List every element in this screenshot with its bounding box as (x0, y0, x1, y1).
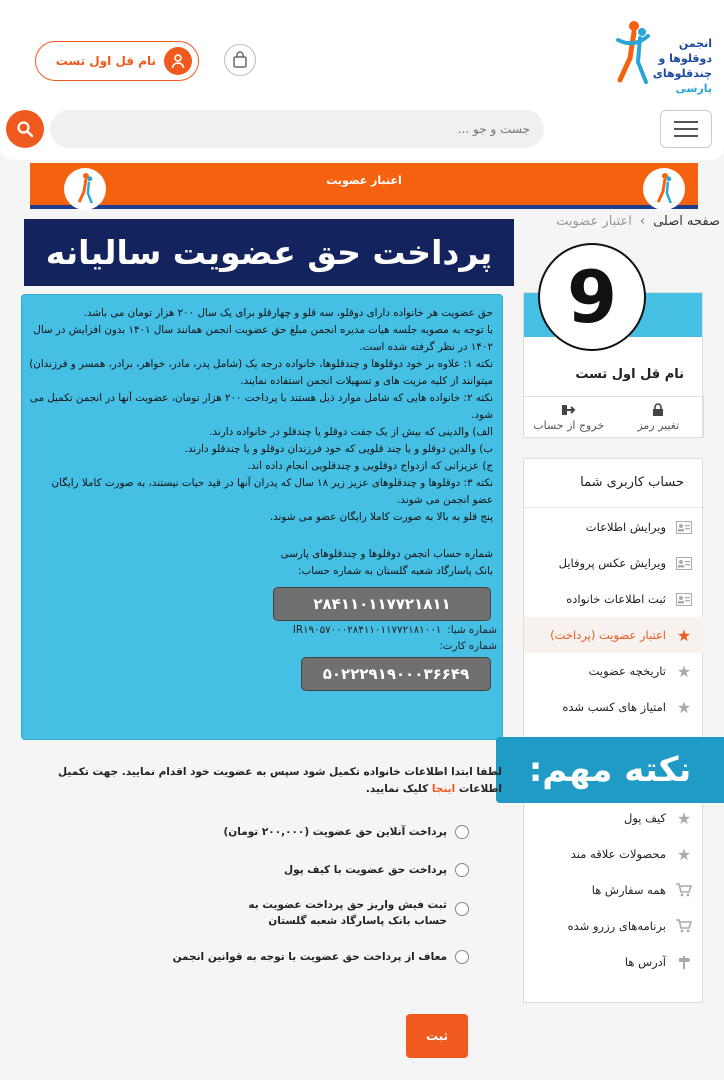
payment-option-exempt[interactable] (173, 949, 469, 965)
info-line: با توجه به مصوبه جلسه هیات مدیره انجمن مبلغ حق عضویت انجمن همانند سال ۱۴۰۱ بدون افزایش در سال ۱۴۰۲ در نظر گرفته شده است. (33, 324, 493, 353)
user-name-label: نام قل اول تست (55, 54, 156, 68)
logout-button[interactable] (524, 397, 614, 438)
menu-item-label: امتیاز های کسب شده (562, 700, 666, 714)
menu-item-points[interactable] (524, 689, 704, 725)
menu-item-wallet[interactable] (524, 800, 704, 836)
twins-logo-icon (649, 172, 679, 206)
site-header (0, 0, 724, 160)
sheba-value[interactable]: IR۱۹۰۵۷۰۰۰۲۸۴۱۱۰۱۱۷۷۲۱۸۱۰۰۱ (292, 624, 442, 636)
menu-item-orders[interactable] (524, 872, 704, 908)
menu-item-addresses[interactable] (524, 944, 704, 980)
page-title: پرداخت حق عضویت سالیانه (24, 219, 514, 286)
menu-item-label: ثبت اطلاعات خانواده (566, 592, 666, 606)
banner-logo-right (643, 168, 685, 210)
hamburger-menu-button[interactable] (660, 110, 712, 148)
option-label: معاف از پرداخت حق عضویت با توجه به قوانین انجمن (172, 951, 447, 963)
search-icon (16, 120, 34, 138)
sign-out-icon (562, 404, 576, 416)
instructions-link[interactable]: اینجا (431, 783, 456, 795)
info-line: ج) عزیزانی که ازدواج دوقلویی و چندقلویی انجام داده اند. (247, 460, 493, 472)
menu-item-label: ویرایش عکس پروفایل (558, 556, 666, 570)
sheba-row (293, 624, 497, 636)
radio-button[interactable] (455, 863, 469, 877)
menu-item-membership-history[interactable] (524, 653, 704, 689)
instructions-before: لطفا ابتدا اطلاعات خانواده تکمیل شود سپس به عضویت خود اقدام نمایید. جهت تکمیل اطلاعات (58, 766, 502, 795)
cart-icon (676, 882, 692, 898)
radio-button[interactable] (455, 825, 469, 839)
menu-item-favorites[interactable] (524, 836, 704, 872)
profile-avatar-number[interactable]: 9 (538, 243, 646, 351)
page-banner (30, 163, 698, 209)
radio-button[interactable] (455, 950, 469, 964)
banner-label: اعتبار عضویت (326, 174, 402, 187)
menu-item-reservations[interactable] (524, 908, 704, 944)
breadcrumb-home[interactable]: صفحه اصلی (653, 214, 720, 229)
option-label: ثبت فیش واریز حق پرداخت عضویت به حساب بانک پاسارگاد شعبه گلستان (248, 899, 447, 927)
menu-item-label: اعتبار عضویت (پرداخت) (550, 628, 666, 642)
star-icon: ★ (676, 697, 692, 717)
option-label: پرداخت آنلاین حق عضویت (۲۰۰,۰۰۰ تومان) (223, 826, 447, 838)
breadcrumb (556, 214, 720, 229)
menu-item-label: برنامه‌های رزرو شده (567, 919, 666, 933)
id-card-icon (676, 519, 692, 535)
option-label: پرداخت حق عضویت با کیف پول (283, 864, 447, 876)
star-icon: ★ (676, 625, 692, 645)
info-line: نکته ۲: خانواده هایی که شامل موارد ذیل هستند با پرداخت ۲۰۰ هزار تومان، عضویت آنها در انجمن تکمیل می شود. (29, 392, 493, 421)
cart-button[interactable] (224, 44, 256, 76)
cart-icon (676, 918, 692, 934)
sheba-label: شماره شبا: (447, 624, 497, 636)
account-menu (523, 458, 703, 1003)
menu-item-label: ویرایش اطلاعات (585, 520, 666, 534)
change-password-button[interactable] (614, 397, 705, 438)
lock-icon (652, 403, 664, 416)
logo-text (642, 36, 712, 96)
star-icon: ★ (676, 844, 692, 864)
menu-item-label: همه سفارش ها (591, 883, 666, 897)
star-icon: ★ (676, 808, 692, 828)
menu-item-label: آدرس ها (624, 955, 666, 969)
info-line: ب) والدین دوقلو و یا چند قلویی که خود فرزندان دوقلو و یا چندقلو دارند. (184, 443, 493, 455)
payment-option-wallet[interactable] (284, 862, 469, 878)
info-line: الف) والدینی که بیش از یک جفت دوقلو یا چندقلو در خانواده دارند. (209, 426, 493, 438)
banner-logo-left (64, 168, 106, 210)
logo-text-line: انجمن (678, 37, 712, 50)
instructions-text (20, 764, 502, 798)
logout-label: خروج از حساب (533, 418, 605, 432)
submit-button[interactable]: ثبت (406, 1014, 468, 1058)
logo-text-line: دوقلوها و (658, 52, 712, 65)
card-number-box[interactable]: ۵۰۲۲۲۹۱۹۰۰۰۳۶۶۴۹ (301, 657, 491, 691)
id-card-icon (676, 591, 692, 607)
search-button[interactable] (6, 110, 44, 148)
user-account-button[interactable] (35, 41, 199, 81)
important-note-label: نکته مهم: (496, 737, 724, 803)
account-number-box[interactable]: ۲۸۴۱۱۰۱۱۷۷۲۱۸۱۱ (273, 587, 491, 621)
account-holder-text: شماره حساب انجمن دوقلوها و چندقلوهای پارسی (280, 548, 493, 560)
info-line: حق عضویت هر خانواده دارای دوقلو، سه قلو و چهارقلو برای یک سال ۲۰۰ هزار تومان می باشد. (83, 307, 493, 319)
menu-item-label: تاریخچه عضویت (588, 664, 666, 678)
instructions-after: کلیک نمایید. (365, 783, 429, 795)
signpost-icon (676, 954, 692, 970)
menu-item-membership-payment[interactable] (524, 617, 704, 653)
site-logo[interactable] (612, 14, 712, 100)
user-icon (164, 47, 192, 75)
hamburger-icon (674, 121, 698, 123)
info-line: نکته ۱: علاوه بر خود دوقلوها و چندقلوها، خانواده درجه یک (شامل پدر، مادر، خواهر، برادر، همسر و فرزندان) میتوانند از کلیه مزیت های و تسهیلات انجمن استفاده نمایند. (29, 358, 493, 387)
menu-item-label: کیف پول (623, 811, 666, 825)
profile-name: نام قل اول تست (575, 367, 684, 382)
payment-option-receipt[interactable] (229, 897, 469, 929)
menu-item-edit-photo[interactable] (524, 545, 704, 581)
card-label: شماره کارت: (439, 640, 497, 652)
profile-actions (524, 396, 704, 438)
twins-logo-icon (70, 172, 100, 206)
logo-text-line: پارسی (675, 82, 712, 95)
shopping-bag-icon (231, 51, 249, 69)
info-line: پنج قلو به بالا به صورت کاملا رایگان عضو می شوند. (269, 511, 493, 523)
bank-line-text: بانک پاسارگاد شعبه گلستان به شماره حساب: (298, 565, 493, 577)
change-password-label: تغییر رمز (637, 419, 680, 432)
account-menu-title: حساب کاربری شما (580, 475, 684, 490)
info-line: نکته ۳: دوقلوها و چندقلوهای عزیز زیر ۱۸ سال که پدران آنها در قید حیات نیستند، به صورت کاملا رایگان عضو انجمن می شوند. (51, 477, 493, 506)
id-card-icon (676, 555, 692, 571)
radio-button[interactable] (455, 902, 469, 916)
chevron-left-icon: › (639, 214, 646, 229)
star-icon: ★ (676, 661, 692, 681)
menu-item-label: محصولات علاقه مند (570, 847, 666, 861)
payment-option-online[interactable] (223, 824, 469, 840)
menu-item-edit-info[interactable] (524, 509, 704, 545)
search-input[interactable] (50, 110, 544, 148)
menu-item-family-info[interactable] (524, 581, 704, 617)
breadcrumb-current: اعتبار عضویت (556, 214, 632, 229)
logo-text-line: چندقلوهای (652, 67, 712, 80)
